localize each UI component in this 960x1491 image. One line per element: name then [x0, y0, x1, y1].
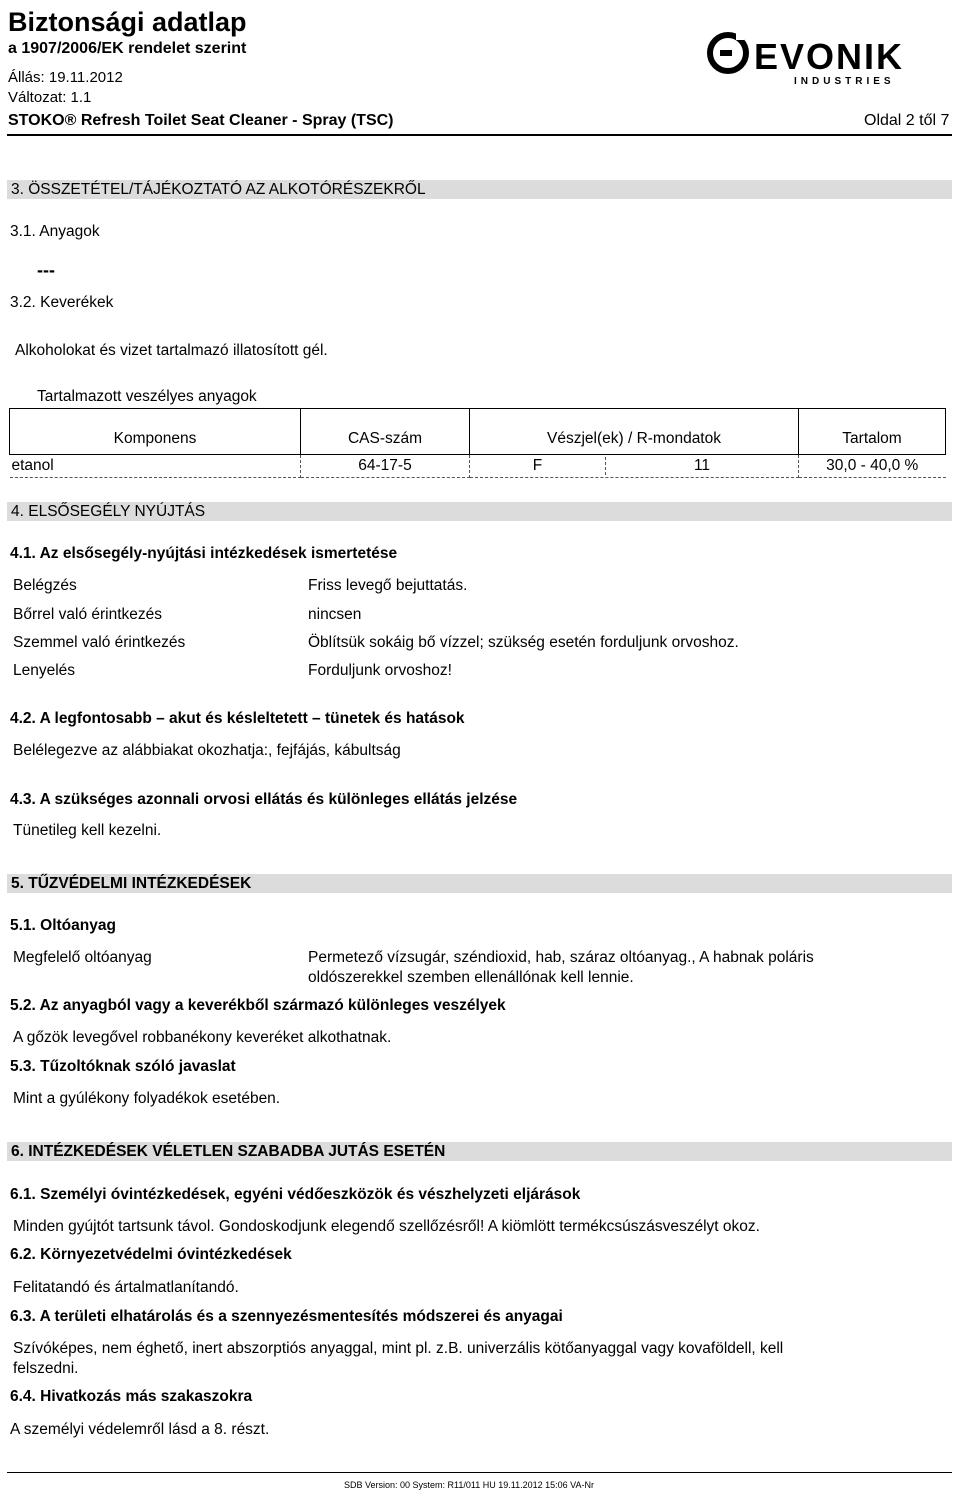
containment-text-cont: felszedni. — [13, 1360, 79, 1377]
subsection-6-3: 6.3. A területi elhatárolás és a szennyezésmentesítés módszerei és anyagai — [10, 1308, 563, 1325]
personal-precautions-text: Minden gyújtót tartsunk távol. Gondoskodjunk elegendő szellőzésről! A kiömlött termékcsúszásveszélyt okoz. — [13, 1218, 760, 1235]
cell-component: etanol — [10, 455, 301, 478]
col-component: Komponens — [10, 409, 301, 455]
environmental-text: Felitatandó és ártalmatlanítandó. — [13, 1279, 239, 1296]
substances-value: --- — [37, 260, 55, 280]
version-number: Változat: 1.1 — [8, 89, 92, 106]
subsection-3-1: 3.1. Anyagok — [10, 223, 100, 240]
col-content: Tartalom — [799, 409, 946, 455]
document-title: Biztonsági adatlap — [8, 7, 247, 37]
section-3-heading: 3. ÖSSZETÉTEL/TÁJÉKOZTATÓ AZ ALKOTÓRÉSZEKRŐL — [11, 181, 426, 198]
header-divider — [7, 134, 952, 136]
subsection-5-3: 5.3. Tűzoltóknak szóló javaslat — [10, 1058, 236, 1075]
subsection-5-2: 5.2. Az anyagból vagy a keverékből származó különleges veszélyek — [10, 997, 506, 1014]
components-table — [9, 408, 946, 478]
section-5-bar — [7, 874, 952, 893]
page-number: Oldal 2 től 7 — [864, 112, 950, 129]
table-row — [10, 455, 946, 478]
cell-r-phrase: 11 — [693, 457, 711, 474]
symptoms-text: Belélegezve az alábbiakat okozhatja:, fejfájás, kábultság — [13, 742, 401, 759]
treatment-text: Tünetileg kell kezelni. — [13, 822, 162, 839]
section-4-bar — [7, 502, 952, 521]
first-aid-value: Forduljunk orvoshoz! — [308, 662, 452, 679]
references-text: A személyi védelemről lásd a 8. részt. — [10, 1421, 270, 1438]
section-6-heading: 6. INTÉZKEDÉSEK VÉLETLEN SZABADBA JUTÁS ESETÉN — [11, 1143, 446, 1160]
first-aid-value: Friss levegő bejuttatás. — [308, 577, 468, 594]
mixture-description: Alkoholokat és vizet tartalmazó illatosított gél. — [15, 342, 328, 359]
subsection-4-1: 4.1. Az elsősegély-nyújtási intézkedések ismertetése — [10, 545, 398, 562]
firefighter-advice-text: Mint a gyúlékony folyadékok esetében. — [13, 1090, 281, 1107]
cell-content: 30,0 - 40,0 % — [799, 455, 946, 478]
subsection-4-3: 4.3. A szükséges azonnali orvosi ellátás és különleges ellátás jelzése — [10, 791, 518, 808]
col-hazard: Vészjel(ek) / R-mondatok — [470, 409, 799, 455]
extinguishing-label: Megfelelő oltóanyag — [13, 949, 152, 966]
first-aid-label: Belégzés — [13, 577, 77, 594]
subsection-6-2: 6.2. Környezetvédelmi óvintézkedések — [10, 1246, 292, 1263]
section-6-bar — [7, 1142, 952, 1161]
special-hazards-text: A gőzök levegővel robbanékony keveréket alkothatnak. — [13, 1029, 392, 1046]
subsection-4-2: 4.2. A legfontosabb – akut és késleltetett – tünetek és hatások — [10, 710, 465, 727]
revision-date: Állás: 19.11.2012 — [8, 69, 123, 86]
extinguishing-value-cont: oldószerekkel szemben ellenállónak kell lennie. — [308, 969, 634, 986]
col-cas: CAS-szám — [301, 409, 470, 455]
subsection-6-1: 6.1. Személyi óvintézkedések, egyéni védőeszközök és vészhelyzeti eljárások — [10, 1186, 581, 1203]
section-3-bar — [7, 180, 952, 199]
logo-subtext: INDUSTRIES — [794, 76, 895, 86]
cell-cas: 64-17-5 — [301, 455, 470, 478]
section-4-heading: 4. ELSŐSEGÉLY NYÚJTÁS — [11, 503, 206, 520]
first-aid-label: Bőrrel való érintkezés — [13, 606, 163, 623]
first-aid-label: Szemmel való érintkezés — [13, 634, 186, 651]
product-name: STOKO® Refresh Toilet Seat Cleaner - Spray (TSC) — [8, 112, 394, 129]
logo-text: EVONIK — [754, 36, 905, 77]
section-5-heading: 5. TŰZVÉDELMI INTÉZKEDÉSEK — [11, 875, 252, 892]
first-aid-value: Öblítsük sokáig bő vízzel; szükség esetén forduljunk orvoshoz. — [308, 634, 739, 651]
subsection-6-4: 6.4. Hivatkozás más szakaszokra — [10, 1388, 253, 1405]
footer-system-info: SDB Version: 00 System: R11/011 HU 19.11.2012 15:06 VA-Nr — [344, 1480, 594, 1490]
regulation-line: a 1907/2006/EK rendelet szerint — [8, 40, 247, 57]
footer-divider — [7, 1472, 952, 1473]
first-aid-label: Lenyelés — [13, 662, 76, 679]
first-aid-value: nincsen — [308, 606, 362, 623]
cell-symbol: F — [470, 457, 606, 475]
subsection-5-1: 5.1. Oltóanyag — [10, 917, 116, 934]
extinguishing-value: Permetező vízsugár, széndioxid, hab, száraz oltóanyag., A habnak poláris — [308, 949, 814, 966]
evonik-logo — [706, 28, 932, 86]
hazardous-table-title: Tartalmazott veszélyes anyagok — [37, 388, 257, 405]
subsection-3-2: 3.2. Keverékek — [10, 294, 114, 311]
containment-text: Szívóképes, nem éghető, inert abszorptiós anyaggal, mint pl. z.B. univerzális kötőanyaggal vagy kovaföldell, kell — [13, 1340, 784, 1357]
